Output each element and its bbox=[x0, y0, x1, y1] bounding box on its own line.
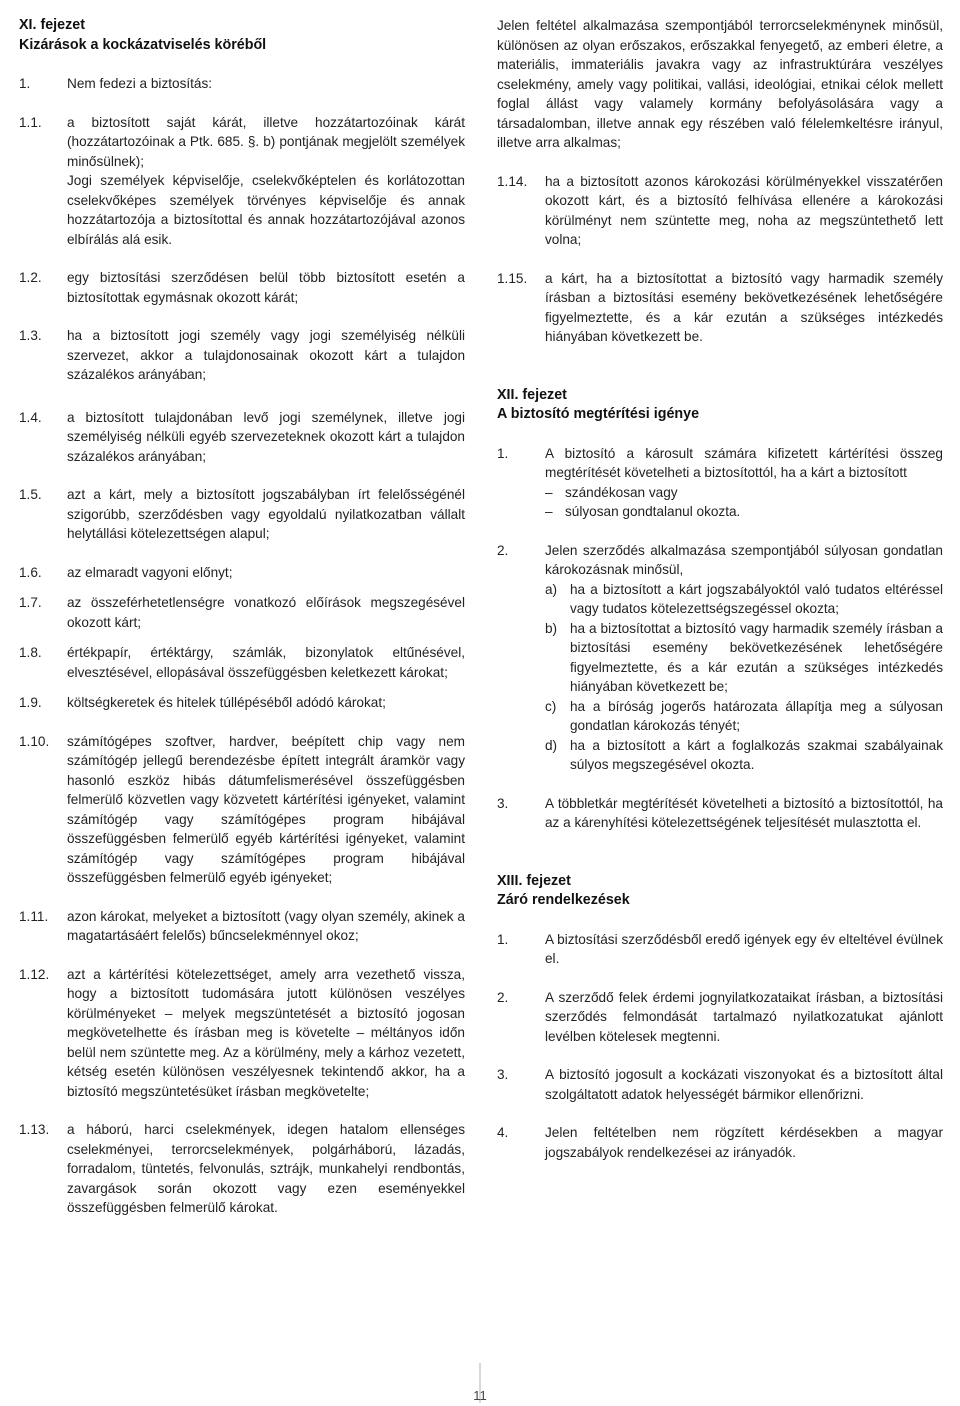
item-text: A többletkár megtérítését követelheti a biztosító a biztosítottól, ha az a kárenyhítési kötelezettségének teljesítését mulasztotta el. bbox=[545, 795, 943, 830]
chapter-subtitle: Kizárások a kockázatviselés köréből bbox=[19, 36, 267, 53]
item-text: A biztosító a károsult számára kifizetett kártérítési összeg megtérítését követelheti a biztosítottól, ha a kárt a biztosított bbox=[545, 445, 943, 480]
item-number: 1. bbox=[497, 931, 509, 947]
list-item bbox=[19, 268, 465, 307]
sub-item bbox=[545, 697, 943, 736]
sub-item bbox=[545, 736, 943, 775]
item-number: 1.2. bbox=[19, 270, 42, 285]
item-number: 1.5. bbox=[19, 487, 42, 502]
item-text: A szerződő felek érdemi jognyilatkozataikat írásban, a biztosítási szerződés felmondását tartalmazó nyilatkozatukat ajánlott levélben kötelesek megtenni. bbox=[545, 989, 943, 1044]
chapter-subtitle: Záró rendelkezések bbox=[497, 892, 630, 908]
sub-text: ha a biztosított a kárt jogszabályoktól való tudatos eltéréssel vagy tudatos kötelezettségszegéssel okozta; bbox=[570, 581, 943, 616]
item-text: A biztosító jogosult a kockázati viszonyokat és a biztosított által szolgáltatott adatok helyességét bármikor ellenőrizni. bbox=[545, 1067, 943, 1102]
item-text: Jelen szerződés alkalmazása szempontjából súlyosan gondatlan károkozásnak minősül, bbox=[545, 542, 943, 577]
item-number: 1.15. bbox=[497, 270, 528, 286]
item-text: az összeférhetetlenségre vonatkozó előírások megszegésével okozott kárt; bbox=[67, 595, 465, 630]
dash-item bbox=[545, 483, 943, 503]
item-text: a biztosított saját kárát, illetve hozzátartozóinak kárát (hozzátartozóinak a Ptk. 685. §. b) pontjának megjelölt személyek minősülnek); bbox=[67, 114, 465, 169]
list-item bbox=[497, 444, 943, 522]
item-text: azt a kárt, mely a biztosított jogszabályban írt felelősségénél szigorúbb, szerződésben vagy egyoldalú nyilatkozatban vállalt helytállási kötelezettségen alapul; bbox=[67, 487, 465, 541]
list-item bbox=[19, 113, 465, 250]
item-number: 1.14. bbox=[497, 173, 528, 189]
list-item bbox=[497, 794, 943, 833]
section-text: Nem fedezi a biztosítás: bbox=[67, 76, 213, 91]
left-column bbox=[19, 16, 465, 1218]
chapter-title: XIII. fejezet bbox=[497, 872, 571, 889]
item-number: 2. bbox=[497, 989, 509, 1005]
item-text: a kárt, ha a biztosítottat a biztosító vagy harmadik személy írásban a biztosítási esemény bekövetkezésének lehetőségére figyelmeztette, és a kár ezután a szükséges intézkedés hiányában következett be. bbox=[545, 270, 943, 344]
sub-letter: d) bbox=[545, 737, 558, 753]
item-text: ha a biztosított azonos károkozási körülményekkel visszatérően okozott kárt, és a biztosító felhívása ellenére a károkozási körülményt nem szüntette meg, noha az megszüntethető lett volna; bbox=[545, 173, 943, 247]
section-number: 1. bbox=[19, 76, 31, 91]
continuation-paragraph: Jelen feltétel alkalmazása szempontjából terrorcselekménynek minősül, különösen az olyan erőszakos, erőszakkal fenyegető, az emberi életre, a materiális, immateriális javakra vagy az infrastruktúrára veszélyes cselekmény, amely vagy politikai, vallási, ideológiai, etnikai célok mellett foglal állást vagy valamely kormány befolyásolására vagy a társadalomban, illetve annak egy részében való félelemkeltésre irányul, illetve arra alkalmas; bbox=[497, 18, 943, 150]
sub-text: ha a biztosított a kárt a foglalkozás szakmai szabályainak súlyos megszegésével okozta. bbox=[570, 737, 943, 772]
item-number: 1.11. bbox=[19, 908, 49, 924]
item-number: 1.1. bbox=[19, 114, 42, 130]
item-text: azon károkat, melyeket a biztosított (vagy olyan személy, akinek a magatartásáért felelős) bűncselekménnyel okoz; bbox=[67, 908, 465, 943]
chapter-title: XI. fejezet bbox=[19, 17, 85, 33]
sub-letter: c) bbox=[545, 698, 557, 714]
list-item bbox=[19, 965, 465, 1102]
list-item bbox=[19, 408, 465, 467]
section-heading bbox=[19, 74, 465, 94]
page-number: 11 bbox=[473, 1388, 487, 1403]
item-text: a háború, harci cselekmények, idegen hatalom ellenséges cselekményei, terrorcselekmények, polgárháború, lázadás, forradalom, tüntetés, felvonulás, sztrájk, munkahelyi rendbontás, zavargások során okozott vagy ezen eseményekkel összefüggésben felmerülő károkat. bbox=[67, 1122, 465, 1215]
item-number: 1.4. bbox=[19, 409, 42, 425]
list-item bbox=[497, 930, 943, 969]
dash-marker: – bbox=[545, 484, 553, 500]
sub-item bbox=[545, 580, 943, 619]
item-number: 1.12. bbox=[19, 966, 50, 982]
item-number: 1.3. bbox=[19, 328, 42, 343]
item-text: számítógépes szoftver, hardver, beépített chip vagy nem számítógép jellegű berendezésbe épített integrált áramkör vagy hasonló eszköz hibás dátumfelismerésével összefüggésben felmerülő közvetlen vagy közvetett kártérítési igényeket, valamint számítógép vagy számítógépes program hibájával összefüggésben felmerülő egyéb kártérítési igényeket, valamint számítógép vagy számítógépes program hibájával összefüggésben felmerülő egyéb igényeket; bbox=[67, 733, 465, 885]
list-item bbox=[19, 732, 465, 888]
chapter-subtitle: A biztosító megtérítési igénye bbox=[497, 406, 700, 422]
chapter-title: XII. fejezet bbox=[497, 386, 567, 403]
item-text: az elmaradt vagyoni előnyt; bbox=[67, 564, 233, 580]
list-item bbox=[19, 1120, 465, 1218]
list-item bbox=[497, 988, 943, 1047]
sub-text: ha a bíróság jogerős határozata állapítja meg a súlyosan gondatlan károkozás tényét; bbox=[570, 698, 943, 733]
sub-text: ha a biztosítottat a biztosító vagy harmadik személy írásban a biztosítási esemény bekövetkezésének lehetőségére figyelmeztette, és a kár ezután a szükséges intézkedés hiányában következett be; bbox=[570, 620, 943, 694]
right-column bbox=[497, 16, 943, 1162]
list-item bbox=[497, 1123, 943, 1162]
item-text: költségkeretek és hitelek túllépéséből adódó károkat; bbox=[67, 695, 386, 710]
item-text: ha a biztosított jogi személy vagy jogi személyiség nélküli szervezet, akkor a tulajdonosainak okozott kárt a tulajdon százalékos arányában; bbox=[67, 328, 465, 382]
list-item bbox=[19, 326, 465, 385]
item-number: 3. bbox=[497, 1067, 509, 1082]
list-item bbox=[497, 541, 943, 775]
item-number: 1.13. bbox=[19, 1122, 50, 1137]
dash-item bbox=[545, 502, 943, 522]
dash-text: szándékosan vagy bbox=[565, 484, 678, 500]
item-number: 1.10. bbox=[19, 733, 50, 749]
list-item bbox=[19, 693, 465, 713]
item-text: egy biztosítási szerződésen belül több biztosított esetén a biztosítottak egymásnak okozott kárát; bbox=[67, 270, 465, 305]
item-text: a biztosított tulajdonában levő jogi személynek, illetve jogi személyiség nélküli egyéb szervezeteknek okozott kárt a tulajdon százalékos arányában; bbox=[67, 409, 465, 464]
list-item bbox=[19, 593, 465, 632]
item-number: 1.9. bbox=[19, 695, 42, 710]
sub-letter: b) bbox=[545, 620, 558, 636]
dash-text: súlyosan gondtalanul okozta. bbox=[565, 504, 741, 519]
item-extra-text: Jogi személyek képviselője, cselekvőképtelen és korlátozottan cselekvőképes személyek törvényes képviselője és annak hozzátartozója a biztosítottal és annak hozzátartozójával azonos elbírálás alá esik. bbox=[67, 173, 465, 247]
list-item bbox=[19, 643, 465, 682]
dash-marker: – bbox=[545, 504, 553, 519]
item-number: 4. bbox=[497, 1125, 509, 1140]
list-item bbox=[19, 907, 465, 946]
item-number: 3. bbox=[497, 795, 509, 811]
list-item bbox=[497, 172, 943, 250]
sub-item bbox=[545, 619, 943, 697]
item-number: 1.7. bbox=[19, 595, 42, 610]
sub-letter: a) bbox=[545, 581, 558, 597]
item-number: 1. bbox=[497, 445, 509, 461]
item-number: 2. bbox=[497, 542, 509, 558]
list-item bbox=[19, 485, 465, 544]
item-text: azt a kártérítési kötelezettséget, amely arra vezethető vissza, hogy a biztosított tudomására jutott különösen veszélyes körülményeket – melyek megszüntetését a biztosító jogosan megkövetelhette és írásban meg is követelte – méltányos időn belül nem szüntette meg. Az a körülmény, mely a kárhoz vezetett, kétség esetén különösen veszélyesnek tekintendő akkor, ha a biztosító megszüntetésüket írásban megkövetelte; bbox=[67, 966, 465, 1099]
list-item bbox=[497, 269, 943, 347]
list-item bbox=[19, 563, 465, 583]
item-text: A biztosítási szerződésből eredő igények egy év elteltével évülnek el. bbox=[545, 931, 943, 966]
item-number: 1.8. bbox=[19, 645, 42, 660]
item-text: értékpapír, értéktárgy, számlák, bizonylatok eltűnésével, elvesztésével, ellopásával összefüggésben keletkezett károkat; bbox=[67, 645, 465, 680]
item-text: Jelen feltételben nem rögzített kérdésekben a magyar jogszabályok rendelkezései az irányadók. bbox=[545, 1125, 943, 1160]
list-item bbox=[497, 1065, 943, 1104]
item-number: 1.6. bbox=[19, 564, 42, 580]
